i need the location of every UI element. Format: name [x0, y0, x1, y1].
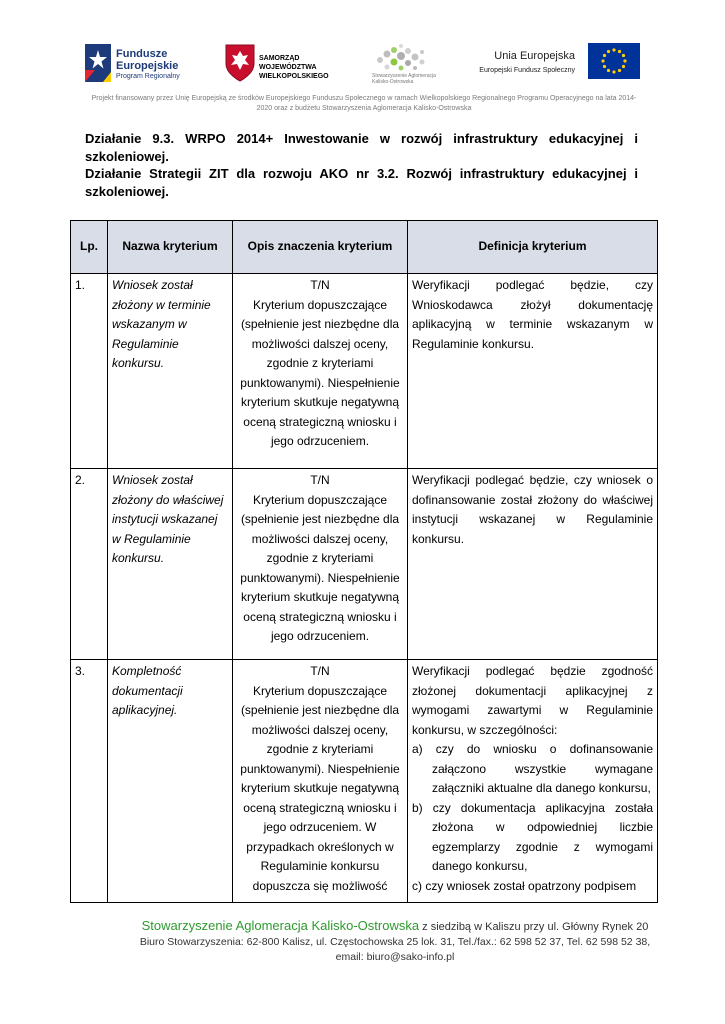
heading-wrpo: Działanie 9.3. WRPO 2014+ Inwestowanie w rozwój infrastruktury edukacyjnej i szkoleniowej. — [85, 131, 638, 164]
table-row — [71, 274, 658, 469]
footer — [130, 918, 660, 963]
criteria-table — [70, 220, 658, 903]
footer-office: Biuro Stowarzyszenia: 62-800 Kalisz, ul. Częstochowska 25 lok. 31, Tel./fax.: 62 598 52 37, Tel. 62 598 52 38, — [139, 936, 651, 948]
row-lp: 3. — [71, 660, 108, 903]
coat-of-arms-icon — [225, 44, 255, 82]
eu-flag-icon — [588, 43, 640, 79]
ue-title: Unia Europejska — [494, 50, 575, 62]
sako-logo-text: Stowarzyszenie Aglomeracja Kalisko-Ostrowska — [372, 73, 436, 85]
row-lp: 2. — [71, 469, 108, 660]
criterion-name: Wniosek został złożony w terminie wskazanym w Regulaminie konkursu. — [108, 274, 233, 469]
col-header-desc: Opis znaczenia kryterium — [233, 221, 408, 274]
criterion-def — [408, 660, 658, 903]
table-row — [71, 469, 658, 660]
sako-logo — [370, 40, 440, 90]
col-header-name: Nazwa kryterium — [108, 221, 233, 274]
criterion-def: Weryfikacji podlegać będzie, czy wniosek o dofinansowanie został złożony do właściwej instytucji wskazanej w Regulaminie konkursu. — [408, 469, 658, 660]
criterion-name: Kompletność dokumentacji aplikacyjnej. — [108, 660, 233, 903]
def-item-c: c) czy wniosek został opatrzony podpisem — [412, 878, 637, 893]
col-header-def: Definicja kryterium — [408, 221, 658, 274]
table-header-row — [71, 221, 658, 274]
criterion-desc-text: Kryterium dopuszczające (spełnienie jest niezbędne dla możliwości dalszej oceny, zgodnie z kryteriami punktowanymi). Niespełnienie kryterium skutkuje negatywną oceną strategiczną wniosku i jego odrzuceniem. — [240, 492, 400, 643]
samorzad-logo — [225, 40, 345, 90]
fe-line2: Europejskie — [116, 60, 179, 72]
criterion-def: Weryfikacji podlegać będzie, czy Wnioskodawca złożył dokumentację aplikacyjną w terminie wskazanym w Regulaminie konkursu. — [408, 274, 658, 469]
criterion-name: Wniosek został złożony do właściwej instytucji wskazanej w Regulaminie konkursu. — [108, 469, 233, 660]
footer-org-name: Stowarzyszenie Aglomeracja Kalisko-Ostrowska — [141, 918, 420, 933]
footer-org-line — [130, 918, 660, 933]
criterion-desc — [233, 274, 408, 469]
col-header-lp: Lp. — [71, 221, 108, 274]
logo-strip — [85, 40, 645, 90]
samorzad-text: SAMORZĄD WOJEWÓDZTWA WIELKOPOLSKIEGO — [259, 55, 329, 80]
table-row — [71, 660, 658, 903]
fe-line1: Fundusze — [116, 48, 168, 60]
fundusze-europejskie-logo — [85, 40, 200, 90]
fe-subtitle: Program Regionalny — [116, 73, 180, 80]
footer-email: email: biuro@sako-info.pl — [335, 951, 455, 963]
footer-org-seat: z siedzibą w Kaliszu przy ul. Główny Rynek 20 — [419, 921, 649, 933]
tn-label: T/N — [310, 278, 330, 292]
sako-dots-icon — [370, 42, 436, 74]
def-item-b: b) czy dokumentacja aplikacyjna została złożona w odpowiedniej liczbie egzemplarzy zgodnie z wymogami danego konkursu, — [412, 800, 653, 873]
fe-star-icon — [85, 44, 111, 82]
criterion-def-intro: Weryfikacji podlegać będzie zgodność złożonej dokumentacji aplikacyjnej z wymogami zawartymi w Regulaminie konkursu, w szczególności: — [412, 664, 653, 737]
criterion-desc-text: Kryterium dopuszczające (spełnienie jest niezbędne dla możliwości dalszej oceny, zgodnie z kryteriami punktowanymi). Niespełnienie kryterium skutkuje negatywną oceną strategiczną wniosku i jego odrzuceniem. W przypadkach określonych w Regulaminie konkursu dopuszcza się możliwość — [240, 683, 400, 893]
section-headings — [85, 130, 638, 200]
def-item-a: a) czy do wniosku o dofinansowanie załączono wszystkie wymagane załączniki aktualne dla danego konkursu, — [412, 742, 653, 795]
unia-europejska-logo — [470, 40, 645, 90]
criterion-desc — [233, 469, 408, 660]
criterion-desc-text: Kryterium dopuszczające (spełnienie jest niezbędne dla możliwości dalszej oceny, zgodnie z kryteriami punktowanymi). Niespełnienie kryterium skutkuje negatywną oceną strategiczną wniosku i jego odrzuceniem. — [240, 297, 400, 448]
funding-note: Projekt finansowany przez Unię Europejską ze środków Europejskiego Funduszu Społecznego w ramach Wielkopolskiego Regionalnego Programu Operacyjnego na lata 2014-2020 oraz z budżetu Stowarzyszenia Aglomeracja Kalisko-Ostrowska — [91, 95, 637, 112]
criterion-desc — [233, 660, 408, 903]
tn-label: T/N — [310, 473, 330, 487]
tn-label: T/N — [310, 664, 330, 678]
row-lp: 1. — [71, 274, 108, 469]
heading-zit: Działanie Strategii ZIT dla rozwoju AKO nr 3.2. Rozwój infrastruktury edukacyjnej i szkoleniowej. — [85, 166, 638, 199]
ue-subtitle: Europejski Fundusz Społeczny — [479, 67, 575, 74]
